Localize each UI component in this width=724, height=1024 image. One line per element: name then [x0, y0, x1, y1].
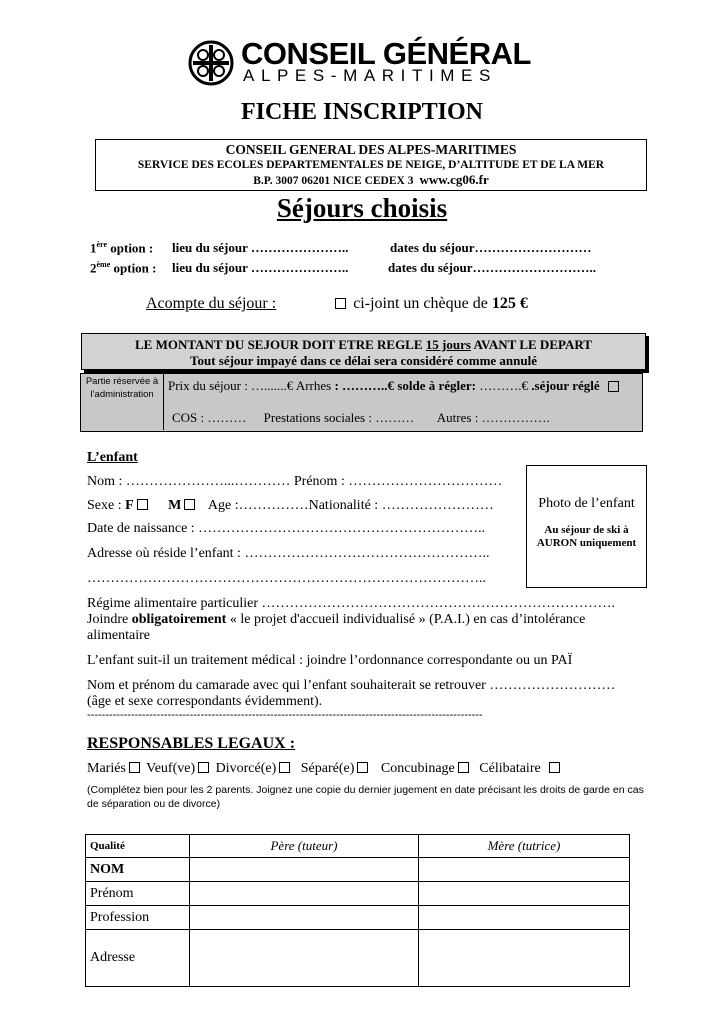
parents-table [85, 834, 630, 987]
naissance-field[interactable]: Date de naissance : …………………………………………………….. [87, 521, 486, 536]
sexe-age-row: Sexe : F M Age :……………Nationalité : …………………… [87, 498, 494, 513]
camarade-field[interactable]: Nom et prénom du camarade avec qui l’enfant souhaiterait se retrouver ……………………… [87, 678, 616, 693]
row-label-profession: Profession [86, 906, 190, 930]
adresse-field-line2[interactable]: ………………………………………………………………………….. [87, 571, 486, 586]
pere-prenom-cell[interactable] [190, 882, 419, 906]
status-row: Mariés Veuf(ve) Divorcé(e) Séparé(e) Concubinage Célibataire [87, 761, 563, 777]
mere-nom-cell[interactable] [419, 858, 630, 882]
admin-label: Partie réservée à l’administration [85, 376, 159, 400]
admin-funding-row [172, 410, 550, 426]
adresse-field[interactable]: Adresse où réside l’enfant : …………………………………………….. [87, 546, 490, 561]
cheque-amount: 125 € [491, 295, 528, 312]
sejours-title: Séjours choisis [276, 193, 448, 223]
status-maries-checkbox[interactable] [129, 762, 140, 773]
option-2-label: 2ème option : [90, 260, 157, 276]
option-2-lieu-field[interactable]: lieu du séjour ………………….. [172, 260, 349, 275]
table-row [86, 858, 630, 882]
logo-subtitle: ALPES-MARITIMES [243, 66, 497, 85]
photo-label: Photo de l’enfant [538, 496, 635, 511]
header-mere: Mère (tutrice) [419, 835, 630, 858]
table-row [86, 906, 630, 930]
regime-field[interactable]: Régime alimentaire particulier …………………………………………………………………. [87, 596, 616, 611]
photo-note: Au séjour de ski à AURON uniquement [536, 524, 637, 549]
logo-title: CONSEIL GÉNÉRAL [241, 36, 531, 71]
status-celibataire-checkbox[interactable] [549, 762, 560, 773]
table-row [86, 930, 630, 987]
admin-price-row: Prix du séjour : ….......€ Arrhes : ………..€ solde à régler: ……….€ .séjour réglé [168, 378, 622, 394]
separator-line: ------------------------------------------------------------------------------------------------------------ [87, 709, 483, 721]
camarade-note: (âge et sexe correspondants évidemment). [87, 694, 323, 709]
status-separe-checkbox[interactable] [357, 762, 368, 773]
option-1-label: 1ère option : [90, 240, 154, 256]
photo-box [526, 465, 647, 588]
table-row [86, 882, 630, 906]
joindre-text: Joindre obligatoirement « le projet d'accueil individualisé » (P.A.I.) en cas d’intolérance [87, 612, 586, 627]
cheque-text: ci-joint un chèque de [353, 295, 488, 312]
mere-prenom-cell[interactable] [419, 882, 630, 906]
org-name: CONSEIL GENERAL DES ALPES-MARITIMES [225, 142, 517, 157]
page-title: FICHE INSCRIPTION [240, 99, 484, 125]
pere-profession-cell[interactable] [190, 906, 419, 930]
traitement-text: L’enfant suit-il un traitement médical : joindre l’ordonnance correspondante ou un PAÏ [87, 653, 573, 668]
status-concubinage-checkbox[interactable] [458, 762, 469, 773]
payment-warning-line1: LE MONTANT DU SEJOUR DOIT ETRE REGLE 15 jours AVANT LE DEPART [135, 337, 592, 352]
enfant-title: L’enfant [87, 450, 138, 465]
mere-profession-cell[interactable] [419, 906, 630, 930]
payment-warning-box [81, 333, 646, 370]
cos-field[interactable]: COS : ……… [172, 410, 247, 425]
acompte-label: Acompte du séjour : [146, 295, 277, 312]
pere-adresse-cell[interactable] [190, 930, 419, 987]
mere-adresse-cell[interactable] [419, 930, 630, 987]
option-2-dates-field[interactable]: dates du séjour……………………….. [388, 260, 597, 275]
nom-prenom-field[interactable]: Nom : …………………...………… Prénom : …………………………… [87, 474, 503, 489]
sexe-m-checkbox[interactable] [184, 499, 195, 510]
header-qualite: Qualité [86, 835, 190, 858]
option-1-lieu-field[interactable]: lieu du séjour ………………….. [172, 240, 349, 255]
autres-field[interactable]: Autres : ……………. [436, 410, 550, 425]
org-postal: B.P. 3007 06201 NICE CEDEX 3 [253, 175, 414, 187]
age-nationalite-field[interactable]: Age :……………Nationalité : …………………… [207, 498, 494, 513]
org-address [96, 172, 646, 188]
responsables-note: (Complétez bien pour les 2 parents. Joignez une copie du dernier jugement en date précisant les droits de garde en cas de séparation ou de divorce) [87, 784, 644, 810]
header-pere: Père (tuteur) [190, 835, 419, 858]
organization-box [95, 139, 647, 191]
status-divorce-checkbox[interactable] [279, 762, 290, 773]
row-label-adresse: Adresse [86, 930, 190, 987]
prestations-field[interactable]: Prestations sociales : ……… [263, 410, 415, 425]
responsables-title: RESPONSABLES LEGAUX : [87, 735, 296, 752]
row-label-prenom: Prénom [86, 882, 190, 906]
pere-nom-cell[interactable] [190, 858, 419, 882]
joindre-text-line2: alimentaire [87, 628, 150, 643]
sejour-regle-checkbox[interactable] [608, 381, 619, 392]
sexe-f-checkbox[interactable] [137, 499, 148, 510]
cheque-checkbox[interactable] [335, 298, 346, 309]
table-header-row [86, 835, 630, 858]
logo-emblem-icon [186, 38, 236, 88]
org-website-link[interactable]: www.cg06.fr [419, 172, 489, 187]
row-label-nom: NOM [86, 858, 190, 882]
payment-warning-line2: Tout séjour impayé dans ce délai sera considéré comme annulé [189, 353, 537, 368]
org-service: SERVICE DES ECOLES DEPARTEMENTALES DE NEIGE, D’ALTITUDE ET DE LA MER [137, 159, 605, 171]
option-1-dates-field[interactable]: dates du séjour……………………… [390, 240, 592, 255]
status-veuf-checkbox[interactable] [198, 762, 209, 773]
acompte-row [146, 295, 528, 313]
